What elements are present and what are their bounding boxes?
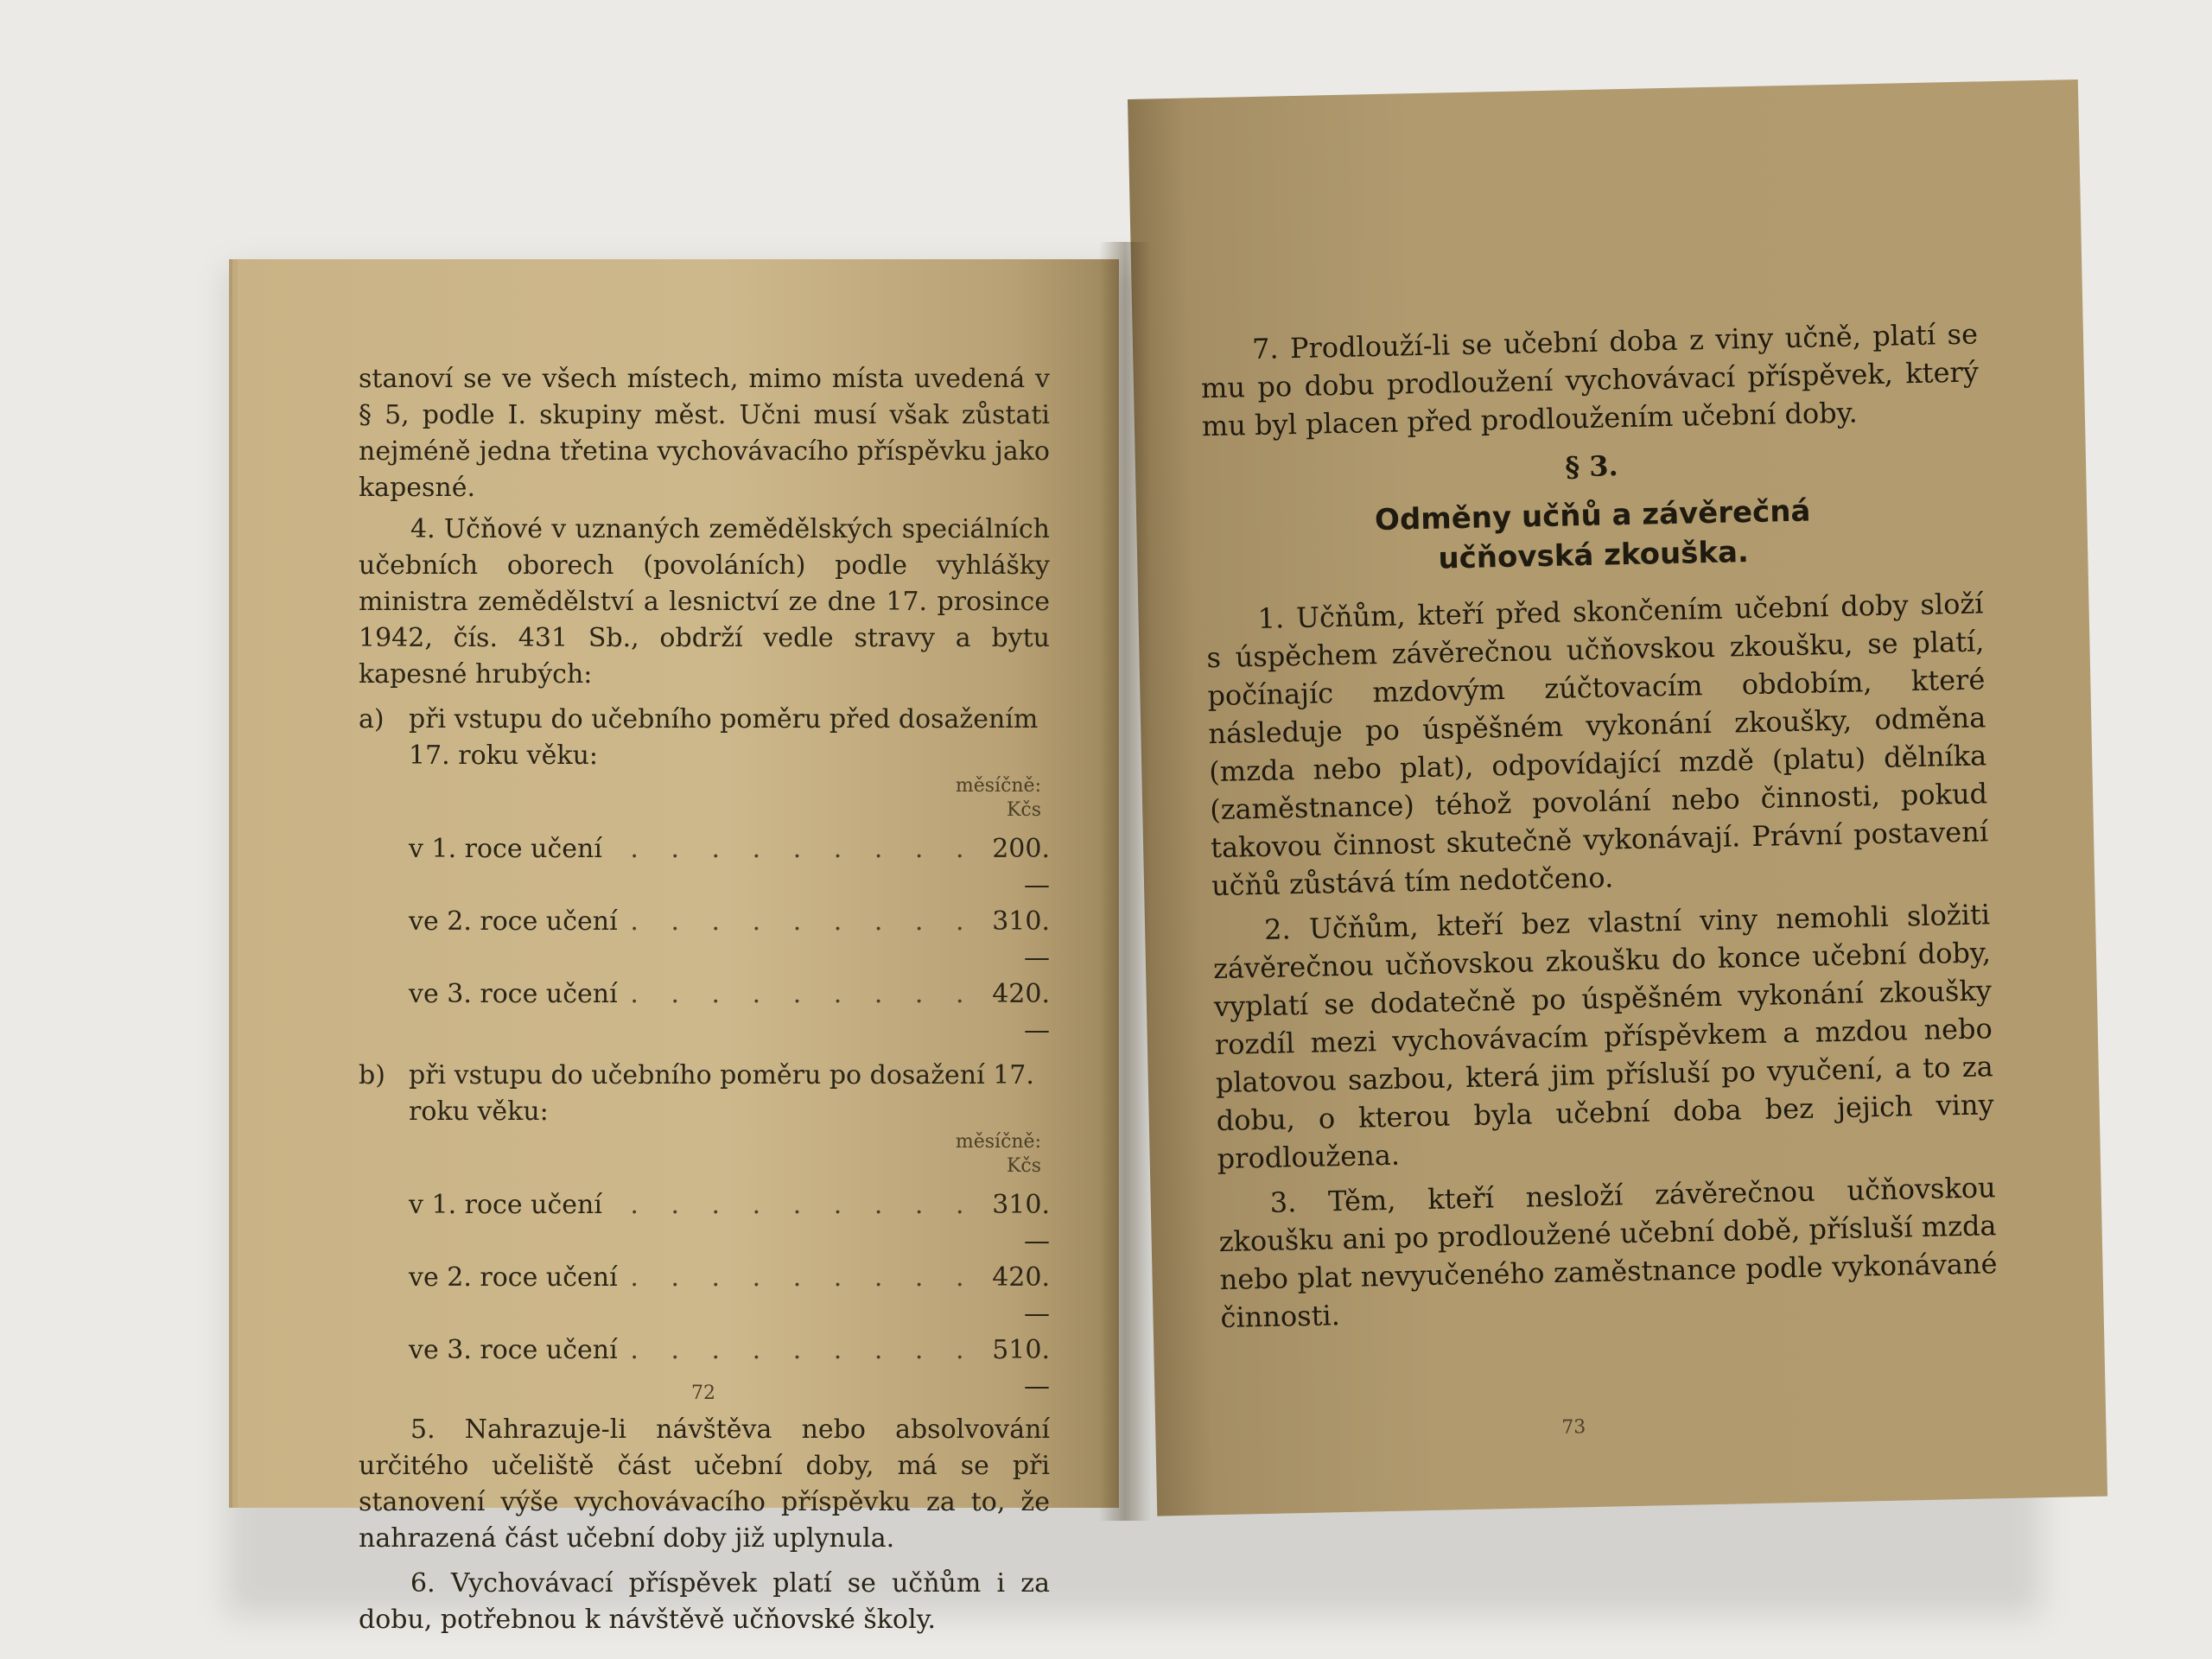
leader-dots: . . . . . . . . . — [630, 979, 976, 1009]
rate-row — [409, 976, 1050, 1049]
page-number: 72 — [691, 1382, 715, 1404]
left-page-text — [359, 361, 1050, 1643]
rate-amount: 200.— — [992, 834, 1050, 900]
rate-amount: 420.— — [992, 979, 1050, 1046]
rate-label: ve 3. roce učení — [409, 1335, 618, 1365]
item-text: při vstupu do učebního poměru po dosažení 17. roku věku: — [409, 1060, 1034, 1127]
rate-label: ve 2. roce učení — [409, 906, 618, 937]
paragraph-7: 7. Prodlouží-li se učební doba z viny učně, platí se mu po dobu prodloužení vychovávací příspěvek, který mu byl placen před prodloužením učební doby. — [1200, 317, 1980, 443]
unit-label: měsíčně: — [955, 1131, 1041, 1153]
paragraph-5: 5. Nahrazuje-li návštěva nebo absolvování určitého učeliště část učební doby, má se při stanovení výše vychovávacího příspěvku za to, že nahrazená část učební doby již uplynula. — [359, 1414, 1050, 1554]
rate-label: v 1. roce učení — [409, 1190, 602, 1220]
leader-dots: . . . . . . . . . — [630, 906, 976, 937]
book-gutter — [1099, 242, 1151, 1521]
rate-label: v 1. roce učení — [409, 834, 602, 864]
leader-dots: . . . . . . . . . — [630, 834, 976, 864]
rate-label: ve 3. roce učení — [409, 979, 618, 1009]
leader-dots: . . . . . . . . . — [630, 1190, 976, 1220]
item-text: při vstupu do učebního poměru před dosažením 17. roku věku: — [409, 704, 1039, 771]
right-page-text — [1200, 315, 1999, 1342]
paragraph-1: 1. Učňům, kteří před skončením učební doby složí s úspěchem závěrečnou učňovskou zkoušku, se platí, počínajíc mzdovým zúčtovacím obdobím, které následuje po úspěšném vykonání zkoušky, odměna (mzda nebo plat), odpovídající mzdě (platu) dělníka (zaměstnance) téhož povolání nebo činnosti, pokud takovou činnost skutečně vykonávají. Právní postavení učňů zůstává tím nedotčeno. — [1206, 587, 1989, 903]
intro-paragraph: stanoví se ve všech místech, mimo místa uvedená v § 5, podle I. skupiny měst. Učni musí však zůstati nejméně jedna třetina vychovávacího příspěvku jako kapesné. — [359, 364, 1050, 503]
paragraph-2: 2. Učňům, kteří bez vlastní viny nemohli složiti závěrečnou učňovskou zkoušku do konce učební doby, vyplatí se dodatečně po úspěšném vykonání zkoušky rozdíl mezi vychovávacím příspěvkem a mzdou nebo platovou sazbou, která jim přísluší po vyučení, a to za dobu, o kterou byla učební doba bez jejich viny prodloužena. — [1212, 898, 1994, 1176]
paragraph-4: 4. Učňové v uznaných zemědělských speciálních učebních oborech (povoláních) podle vyhlášky ministra zemědělství a lesnictví ze dne 17. prosince 1942, čís. 431 Sb., obdrží vedle stravy a bytu kapesné hrubých: — [359, 514, 1050, 690]
item-letter: b) — [359, 1060, 385, 1090]
item-b — [359, 1058, 1050, 1405]
section-heading — [1204, 487, 1983, 583]
paragraph-6: 6. Vychovávací příspěvek platí se učňům i za dobu, potřebnou k návštěvě učňovské školy. — [359, 1568, 1050, 1635]
rate-row — [409, 904, 1050, 976]
currency-label: Kčs — [1006, 799, 1041, 821]
rate-amount: 310.— — [992, 1190, 1050, 1256]
section-number: § 3. — [1564, 449, 1619, 484]
page-number: 73 — [1561, 1416, 1586, 1439]
heading-line: učňovská zkouška. — [1438, 535, 1750, 576]
rate-row — [409, 1332, 1050, 1405]
rate-amount: 420.— — [992, 1262, 1050, 1329]
item-a — [359, 702, 1050, 1049]
leader-dots: . . . . . . . . . — [630, 1335, 976, 1365]
rate-row — [409, 1187, 1050, 1260]
leader-dots: . . . . . . . . . — [630, 1262, 976, 1293]
right-page — [1128, 79, 2107, 1516]
rate-amount: 510.— — [992, 1335, 1050, 1402]
paragraph-3: 3. Těm, kteří nesloží závěrečnou učňovskou zkoušku ani po prodloužené učební době, přísluší mzda nebo plat nevyučeného zaměstnance podle vykonávané činnosti. — [1218, 1171, 1998, 1335]
item-letter: a) — [359, 704, 385, 734]
unit-label: měsíčně: — [955, 775, 1041, 797]
heading-line: Odměny učňů a závěrečná — [1374, 493, 1811, 538]
currency-label: Kčs — [1006, 1155, 1041, 1177]
rate-label: ve 2. roce učení — [409, 1262, 618, 1293]
rate-row — [409, 831, 1050, 904]
rate-row — [409, 1260, 1050, 1332]
rate-amount: 310.— — [992, 906, 1050, 973]
left-page — [238, 259, 1119, 1635]
